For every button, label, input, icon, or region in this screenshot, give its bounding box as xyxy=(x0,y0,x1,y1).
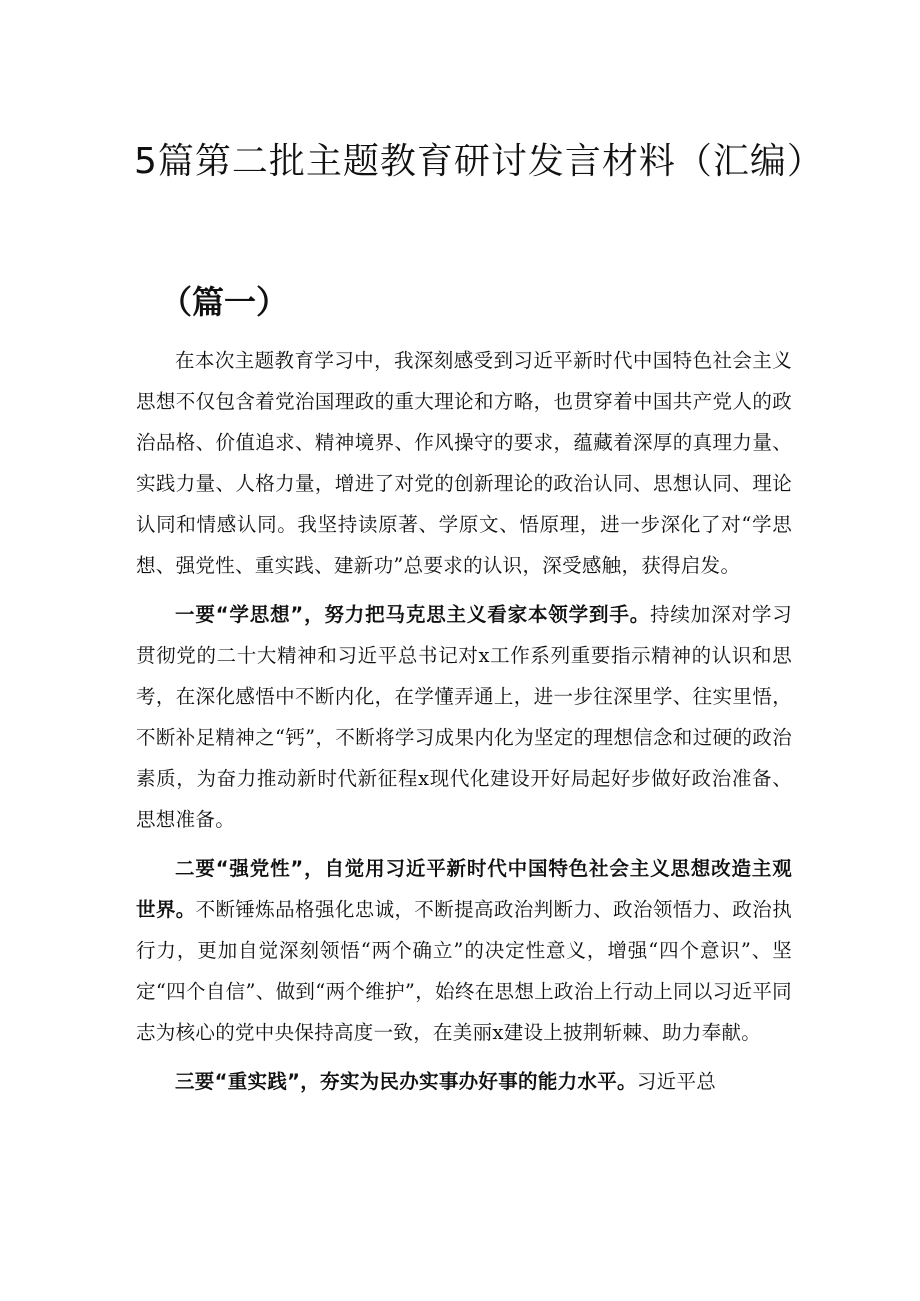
paragraph-text: 在本次主题教育学习中，我深刻感受到习近平新时代中国特色社会主义思想不仅包含着党治国理政的重大理论和方略，也贯穿着中国共产党人的政治品格、价值追求、精神境界、作风操守的要求，蕴藏着深厚的真理力量、实践力量、人格力量，增进了对党的创新理论的政治认同、思想认同、理论认同和情感认同。我坚持读原著、学原文、悟原理，进一步深化了对“学思想、强党性、重实践、建新功”总要求的认识，深受感触，获得启发。 xyxy=(136,349,792,577)
paragraph-intro xyxy=(136,340,792,586)
document-body xyxy=(136,340,792,1110)
paragraph-point-1 xyxy=(136,594,792,840)
paragraph-lead: 三要“重实践”，夯实为民办实事办好事的能力水平。 xyxy=(175,1070,637,1093)
paragraph-point-2 xyxy=(136,848,792,1053)
paragraph-text: 习近平总 xyxy=(636,1070,717,1093)
paragraph-text: 持续加深对学习贯彻党的二十大精神和习近平总书记对x工作系列重要指示精神的认识和思考，在深化感悟中不断内化，在学懂弄通上，进一步往深里学、往实里悟，不断补足精神之“钙”，不断将学习成果内化为坚定的理想信念和过硬的政治素质，为奋力推动新时代新征程x现代化建设开好局起好步做好政治准备、思想准备。 xyxy=(136,603,792,831)
section-heading: （篇一） xyxy=(160,283,289,321)
paragraph-text: 不断锤炼品格强化忠诚，不断提高政治判断力、政治领悟力、政治执行力，更加自觉深刻领悟“两个确立”的决定性意义，增强“四个意识”、坚定“四个自信”、做到“两个维护”，始终在思想上政治上行动上同以习近平同志为核心的党中央保持高度一致，在美丽x建设上披荆斩棘、助力奉献。 xyxy=(136,898,792,1044)
paragraph-lead: 二要“强党性”，自觉用习近平新时代中国特色社会主义思想改造主观世界。 xyxy=(136,857,792,921)
paragraph-lead: 一要“学思想”，努力把马克思主义看家本领学到手。 xyxy=(175,603,651,626)
document-title: 5篇第二批主题教育研讨发言材料（汇编） xyxy=(134,141,824,182)
paragraph-point-3 xyxy=(136,1061,792,1102)
